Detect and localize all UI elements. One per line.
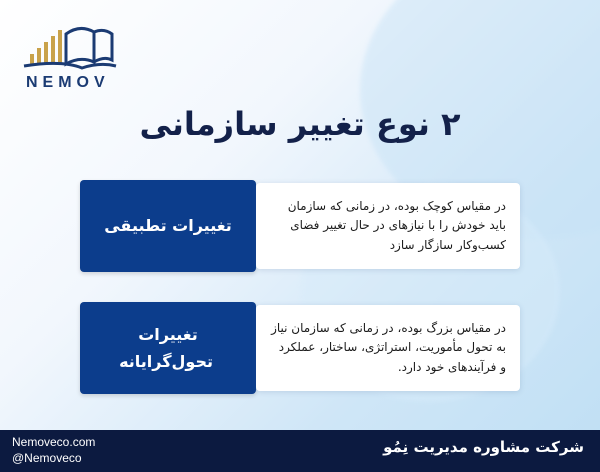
logo — [18, 20, 118, 98]
change-type-label: تغییرات تطبیقی — [80, 180, 256, 272]
company-name: شرکت مشاوره مدیریت نِمُو — [383, 438, 584, 456]
book-chart-logo-icon — [22, 20, 118, 72]
footer-contact — [12, 434, 95, 466]
change-type-label — [80, 302, 256, 394]
change-type-label-text: تغییرات تحول‌گرایانه — [119, 324, 213, 371]
footer — [0, 430, 600, 472]
logo-text: NEMOV — [26, 74, 110, 91]
change-type-row — [80, 180, 520, 272]
change-type-description: در مقیاس کوچک بوده، در زمانی که سازمان باید خودش را با نیازهای در حال تغییر فضای کسب‌وکار سازگار سازد — [256, 183, 520, 269]
website-link: Nemoveco.com — [12, 435, 96, 449]
page-title: ۲ نوع تغییر سازمانی — [139, 105, 461, 143]
change-type-description: در مقیاس بزرگ بوده، در زمانی که سازمان نیاز به تحول مأموریت، استراتژی، ساختار، عملکرد و فرآیندهای خود دارد. — [256, 305, 520, 391]
social-handle: @Nemoveco — [12, 451, 82, 465]
change-type-row — [80, 302, 520, 394]
